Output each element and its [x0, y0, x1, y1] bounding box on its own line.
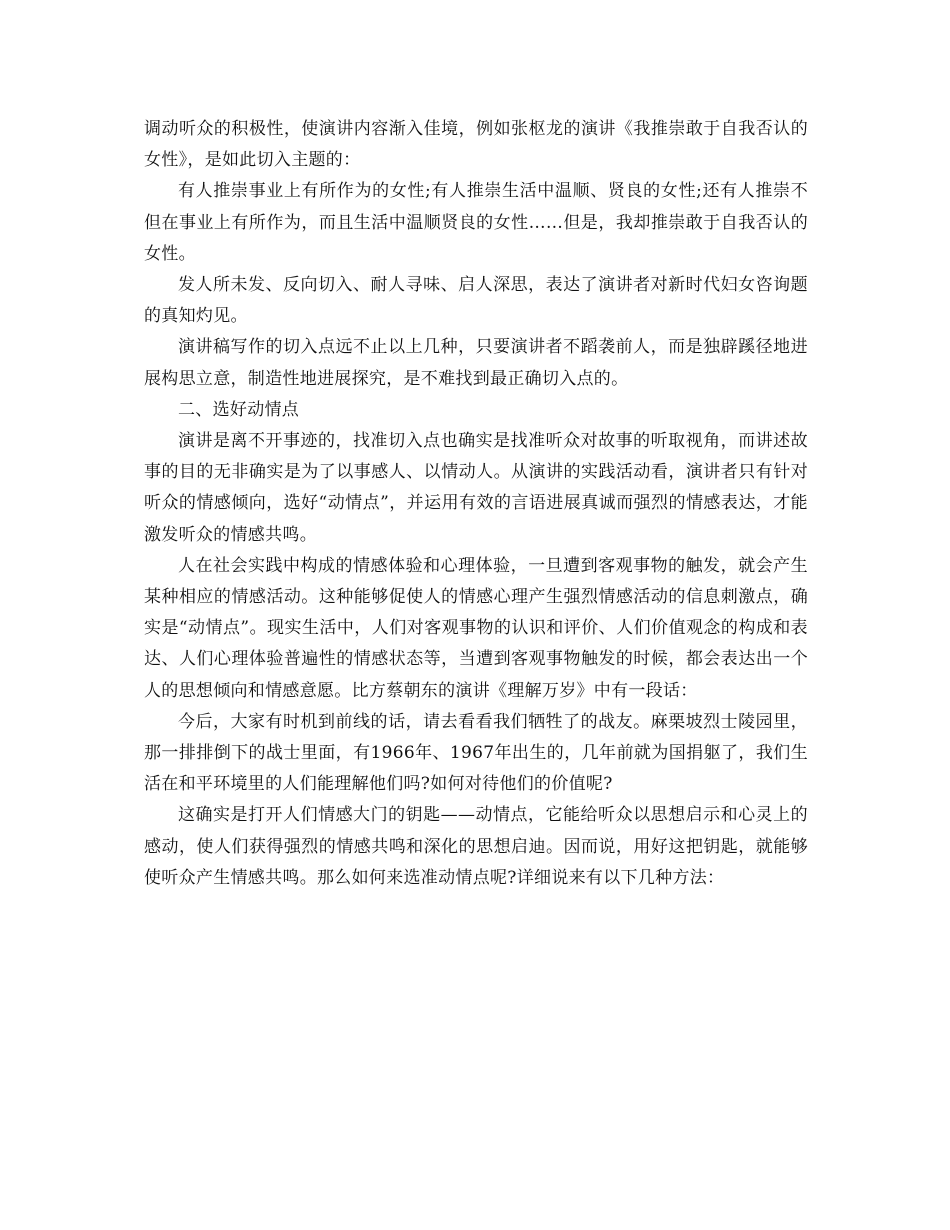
- paragraph-emotion-intro: 演讲是离不开事迹的，找准切入点也确实是找准听众对故事的听取视角，而讲述故事的目的无非确实是为了以事感人、以情动人。从演讲的实践活动看，演讲者只有针对听众的情感倾向，选好“动情点”，并运用有效的言语进展真诚而强烈的情感表达，才能激发听众的情感共鸣。: [144, 431, 808, 545]
- section-heading: 二、选好动情点: [178, 399, 300, 420]
- document-body: [144, 114, 808, 894]
- paragraph-quote-women: 有人推崇事业上有所作为的女性;有人推崇生活中温顺、贤良的女性;还有人推崇不但在事业上有所作为，而且生活中温顺贤良的女性……但是，我却推崇敢于自我否认的女性。: [144, 181, 808, 264]
- paragraph-comment: 发人所未发、反向切入、耐人寻味、启人深思，表达了演讲者对新时代妇女咨询题的真知灼见。: [144, 275, 808, 327]
- paragraph-emotion-definition: 人在社会实践中构成的情感体验和心理体验，一旦遭到客观事物的触发，就会产生某种相应的情感活动。这种能够促使人的情感心理产生强烈情感活动的信息刺激点，确实是“动情点”。现实生活中，人们对客观事物的认识和评价、人们价值观念的构成和表达、人们心理体验普遍性的情感状态等，当遭到客观事物触发的时候，都会表达出一个人的思想倾向和情感意愿。比方蔡朝东的演讲《理解万岁》中有一段话：: [144, 555, 808, 701]
- paragraph-intro-continuation: 调动听众的积极性，使演讲内容渐入佳境，例如张枢龙的演讲《我推崇敢于自我否认的女性》，是如此切入主题的：: [144, 119, 808, 171]
- paragraph-emotion-key: 这确实是打开人们情感大门的钥匙——动情点，它能给听众以思想启示和心灵上的感动，使人们获得强烈的情感共鸣和深化的思想启迪。因而说，用好这把钥匙，就能够使听众产生情感共鸣。那么如何来选准动情点呢?详细说来有以下几种方法：: [144, 805, 808, 888]
- paragraph-quote-soldiers: 今后，大家有时机到前线的话，请去看看我们牺牲了的战友。麻栗坡烈士陵园里，那一排排倒下的战士里面，有1966年、1967年出生的，几年前就为国捐躯了，我们生活在和平环境里的人们能理解他们吗?如何对待他们的价值呢?: [144, 711, 808, 795]
- paragraph-entry-point-summary: 演讲稿写作的切入点远不止以上几种，只要演讲者不蹈袭前人，而是独辟蹊径地进展构思立意，制造性地进展探究，是不难找到最正确切入点的。: [144, 337, 808, 389]
